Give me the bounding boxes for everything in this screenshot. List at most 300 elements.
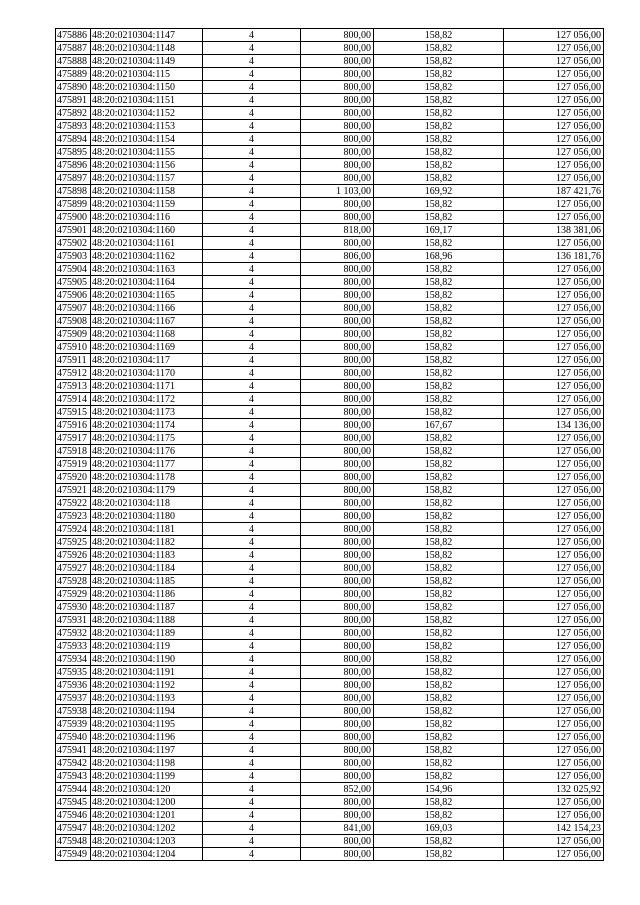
row-number-cell: 475892 — [56, 107, 91, 120]
group-code-cell: 4 — [203, 458, 301, 471]
group-code-cell: 4 — [203, 68, 301, 81]
specific-value-cell: 158,82 — [374, 68, 504, 81]
specific-value-cell: 158,82 — [374, 718, 504, 731]
row-number-cell: 475919 — [56, 458, 91, 471]
cadastral-number-cell: 48:20:0210304:1155 — [91, 146, 203, 159]
cadastral-number-cell: 48:20:0210304:1164 — [91, 276, 203, 289]
group-code-cell: 4 — [203, 822, 301, 835]
cadastral-value-cell: 127 056,00 — [504, 588, 604, 601]
row-number-cell: 475912 — [56, 367, 91, 380]
specific-value-cell: 167,67 — [374, 419, 504, 432]
area-cell: 800,00 — [301, 549, 374, 562]
cadastral-number-cell: 48:20:0210304:1163 — [91, 263, 203, 276]
cadastral-value-cell: 127 056,00 — [504, 55, 604, 68]
row-number-cell: 475945 — [56, 796, 91, 809]
row-number-cell: 475942 — [56, 757, 91, 770]
cadastral-value-cell: 136 181,76 — [504, 250, 604, 263]
specific-value-cell: 158,82 — [374, 705, 504, 718]
specific-value-cell: 158,82 — [374, 367, 504, 380]
area-cell: 800,00 — [301, 367, 374, 380]
table-row — [56, 497, 604, 510]
table-row — [56, 120, 604, 133]
table-row — [56, 835, 604, 848]
area-cell: 806,00 — [301, 250, 374, 263]
cadastral-number-cell: 48:20:0210304:1165 — [91, 289, 203, 302]
table-row — [56, 588, 604, 601]
area-cell: 800,00 — [301, 315, 374, 328]
group-code-cell: 4 — [203, 770, 301, 783]
cadastral-number-cell: 48:20:0210304:1156 — [91, 159, 203, 172]
group-code-cell: 4 — [203, 653, 301, 666]
row-number-cell: 475932 — [56, 627, 91, 640]
table-row — [56, 848, 604, 861]
group-code-cell: 4 — [203, 666, 301, 679]
table-row — [56, 328, 604, 341]
area-cell: 800,00 — [301, 263, 374, 276]
row-number-cell: 475907 — [56, 302, 91, 315]
group-code-cell: 4 — [203, 224, 301, 237]
specific-value-cell: 158,82 — [374, 81, 504, 94]
table-row — [56, 289, 604, 302]
table-row — [56, 276, 604, 289]
cadastral-value-cell: 127 056,00 — [504, 289, 604, 302]
row-number-cell: 475890 — [56, 81, 91, 94]
area-cell: 800,00 — [301, 380, 374, 393]
row-number-cell: 475947 — [56, 822, 91, 835]
specific-value-cell: 158,82 — [374, 354, 504, 367]
table-row — [56, 146, 604, 159]
area-cell: 818,00 — [301, 224, 374, 237]
cadastral-value-cell: 127 056,00 — [504, 458, 604, 471]
table-row — [56, 341, 604, 354]
table-row — [56, 159, 604, 172]
specific-value-cell: 158,82 — [374, 510, 504, 523]
specific-value-cell: 158,82 — [374, 315, 504, 328]
row-number-cell: 475926 — [56, 549, 91, 562]
specific-value-cell: 168,96 — [374, 250, 504, 263]
specific-value-cell: 158,82 — [374, 835, 504, 848]
table-row — [56, 523, 604, 536]
table-row — [56, 627, 604, 640]
row-number-cell: 475914 — [56, 393, 91, 406]
area-cell: 800,00 — [301, 510, 374, 523]
table-row — [56, 601, 604, 614]
table-row — [56, 133, 604, 146]
table-row — [56, 315, 604, 328]
cadastral-number-cell: 48:20:0210304:1160 — [91, 224, 203, 237]
cadastral-value-cell: 127 056,00 — [504, 601, 604, 614]
area-cell: 800,00 — [301, 237, 374, 250]
specific-value-cell: 158,82 — [374, 484, 504, 497]
cadastral-number-cell: 48:20:0210304:1202 — [91, 822, 203, 835]
table-row — [56, 718, 604, 731]
group-code-cell: 4 — [203, 81, 301, 94]
table-row — [56, 562, 604, 575]
specific-value-cell: 158,82 — [374, 536, 504, 549]
group-code-cell: 4 — [203, 549, 301, 562]
cadastral-number-cell: 48:20:0210304:1153 — [91, 120, 203, 133]
group-code-cell: 4 — [203, 757, 301, 770]
table-row — [56, 406, 604, 419]
row-number-cell: 475896 — [56, 159, 91, 172]
row-number-cell: 475894 — [56, 133, 91, 146]
specific-value-cell: 158,82 — [374, 666, 504, 679]
row-number-cell: 475909 — [56, 328, 91, 341]
area-cell: 800,00 — [301, 302, 374, 315]
row-number-cell: 475895 — [56, 146, 91, 159]
table-row — [56, 94, 604, 107]
row-number-cell: 475913 — [56, 380, 91, 393]
cadastral-number-cell: 48:20:0210304:1192 — [91, 679, 203, 692]
cadastral-value-cell: 127 056,00 — [504, 198, 604, 211]
specific-value-cell: 158,82 — [374, 471, 504, 484]
cadastral-value-cell: 138 381,06 — [504, 224, 604, 237]
specific-value-cell: 158,82 — [374, 458, 504, 471]
specific-value-cell: 158,82 — [374, 289, 504, 302]
cadastral-value-cell: 127 056,00 — [504, 68, 604, 81]
cadastral-number-cell: 48:20:0210304:1175 — [91, 432, 203, 445]
group-code-cell: 4 — [203, 445, 301, 458]
cadastral-value-cell: 127 056,00 — [504, 562, 604, 575]
table-row — [56, 354, 604, 367]
row-number-cell: 475949 — [56, 848, 91, 861]
group-code-cell: 4 — [203, 848, 301, 861]
cadastral-value-cell: 127 056,00 — [504, 692, 604, 705]
area-cell: 800,00 — [301, 289, 374, 302]
group-code-cell: 4 — [203, 497, 301, 510]
group-code-cell: 4 — [203, 328, 301, 341]
cadastral-value-cell: 127 056,00 — [504, 328, 604, 341]
row-number-cell: 475899 — [56, 198, 91, 211]
row-number-cell: 475933 — [56, 640, 91, 653]
area-cell: 800,00 — [301, 588, 374, 601]
specific-value-cell: 158,82 — [374, 549, 504, 562]
group-code-cell: 4 — [203, 380, 301, 393]
cadastral-value-cell: 127 056,00 — [504, 315, 604, 328]
cadastral-number-cell: 48:20:0210304:1154 — [91, 133, 203, 146]
cadastral-value-cell: 127 056,00 — [504, 133, 604, 146]
cadastral-number-cell: 48:20:0210304:1198 — [91, 757, 203, 770]
row-number-cell: 475915 — [56, 406, 91, 419]
area-cell: 800,00 — [301, 55, 374, 68]
specific-value-cell: 169,17 — [374, 224, 504, 237]
group-code-cell: 4 — [203, 562, 301, 575]
group-code-cell: 4 — [203, 211, 301, 224]
cadastral-number-cell: 48:20:0210304:1161 — [91, 237, 203, 250]
area-cell: 800,00 — [301, 770, 374, 783]
group-code-cell: 4 — [203, 536, 301, 549]
table-row — [56, 692, 604, 705]
specific-value-cell: 158,82 — [374, 575, 504, 588]
table-row — [56, 666, 604, 679]
cadastral-value-cell: 127 056,00 — [504, 211, 604, 224]
cadastral-value-cell: 127 056,00 — [504, 107, 604, 120]
cadastral-value-cell: 127 056,00 — [504, 367, 604, 380]
area-cell: 800,00 — [301, 81, 374, 94]
group-code-cell: 4 — [203, 432, 301, 445]
group-code-cell: 4 — [203, 172, 301, 185]
group-code-cell: 4 — [203, 614, 301, 627]
cadastral-value-cell: 127 056,00 — [504, 29, 604, 42]
group-code-cell: 4 — [203, 29, 301, 42]
specific-value-cell: 158,82 — [374, 679, 504, 692]
group-code-cell: 4 — [203, 640, 301, 653]
cadastral-number-cell: 48:20:0210304:1166 — [91, 302, 203, 315]
area-cell: 800,00 — [301, 458, 374, 471]
cadastral-value-cell: 127 056,00 — [504, 341, 604, 354]
row-number-cell: 475940 — [56, 731, 91, 744]
cadastral-value-cell: 127 056,00 — [504, 172, 604, 185]
table-row — [56, 445, 604, 458]
row-number-cell: 475917 — [56, 432, 91, 445]
row-number-cell: 475911 — [56, 354, 91, 367]
table-row — [56, 796, 604, 809]
cadastral-number-cell: 48:20:0210304:1182 — [91, 536, 203, 549]
group-code-cell: 4 — [203, 809, 301, 822]
cadastral-value-cell: 127 056,00 — [504, 770, 604, 783]
table-row — [56, 185, 604, 198]
cadastral-number-cell: 48:20:0210304:1191 — [91, 666, 203, 679]
row-number-cell: 475927 — [56, 562, 91, 575]
cadastral-number-cell: 48:20:0210304:1197 — [91, 744, 203, 757]
area-cell: 800,00 — [301, 42, 374, 55]
row-number-cell: 475929 — [56, 588, 91, 601]
area-cell: 800,00 — [301, 159, 374, 172]
cadastral-value-cell: 127 056,00 — [504, 757, 604, 770]
specific-value-cell: 158,82 — [374, 133, 504, 146]
group-code-cell: 4 — [203, 55, 301, 68]
cadastral-value-cell: 127 056,00 — [504, 510, 604, 523]
specific-value-cell: 158,82 — [374, 29, 504, 42]
group-code-cell: 4 — [203, 601, 301, 614]
row-number-cell: 475943 — [56, 770, 91, 783]
area-cell: 800,00 — [301, 640, 374, 653]
cadastral-number-cell: 48:20:0210304:120 — [91, 783, 203, 796]
group-code-cell: 4 — [203, 133, 301, 146]
table-row — [56, 172, 604, 185]
area-cell: 800,00 — [301, 705, 374, 718]
group-code-cell: 4 — [203, 276, 301, 289]
group-code-cell: 4 — [203, 783, 301, 796]
table-row — [56, 42, 604, 55]
cadastral-value-cell: 127 056,00 — [504, 523, 604, 536]
row-number-cell: 475904 — [56, 263, 91, 276]
table-row — [56, 549, 604, 562]
area-cell: 800,00 — [301, 68, 374, 81]
table-row — [56, 614, 604, 627]
specific-value-cell: 154,96 — [374, 783, 504, 796]
table-row — [56, 809, 604, 822]
area-cell: 800,00 — [301, 562, 374, 575]
row-number-cell: 475897 — [56, 172, 91, 185]
cadastral-number-cell: 48:20:0210304:1170 — [91, 367, 203, 380]
table-row — [56, 211, 604, 224]
cadastral-number-cell: 48:20:0210304:1179 — [91, 484, 203, 497]
specific-value-cell: 158,82 — [374, 42, 504, 55]
group-code-cell: 4 — [203, 315, 301, 328]
row-number-cell: 475941 — [56, 744, 91, 757]
area-cell: 800,00 — [301, 107, 374, 120]
row-number-cell: 475925 — [56, 536, 91, 549]
specific-value-cell: 158,82 — [374, 211, 504, 224]
table-row — [56, 822, 604, 835]
cadastral-number-cell: 48:20:0210304:1185 — [91, 575, 203, 588]
cadastral-value-cell: 127 056,00 — [504, 445, 604, 458]
cadastral-value-cell: 127 056,00 — [504, 705, 604, 718]
area-cell: 800,00 — [301, 653, 374, 666]
table-row — [56, 224, 604, 237]
cadastral-value-cell: 127 056,00 — [504, 159, 604, 172]
cadastral-number-cell: 48:20:0210304:1204 — [91, 848, 203, 861]
cadastral-value-cell: 127 056,00 — [504, 302, 604, 315]
cadastral-number-cell: 48:20:0210304:118 — [91, 497, 203, 510]
table-row — [56, 731, 604, 744]
row-number-cell: 475886 — [56, 29, 91, 42]
cadastral-value-cell: 127 056,00 — [504, 640, 604, 653]
row-number-cell: 475931 — [56, 614, 91, 627]
specific-value-cell: 158,82 — [374, 198, 504, 211]
specific-value-cell: 158,82 — [374, 445, 504, 458]
area-cell: 800,00 — [301, 94, 374, 107]
specific-value-cell: 158,82 — [374, 627, 504, 640]
cadastral-value-cell: 127 056,00 — [504, 81, 604, 94]
group-code-cell: 4 — [203, 341, 301, 354]
group-code-cell: 4 — [203, 679, 301, 692]
area-cell: 800,00 — [301, 731, 374, 744]
cadastral-number-cell: 48:20:0210304:1158 — [91, 185, 203, 198]
area-cell: 800,00 — [301, 393, 374, 406]
row-number-cell: 475889 — [56, 68, 91, 81]
area-cell: 1 103,00 — [301, 185, 374, 198]
group-code-cell: 4 — [203, 419, 301, 432]
area-cell: 800,00 — [301, 354, 374, 367]
group-code-cell: 4 — [203, 146, 301, 159]
cadastral-number-cell: 48:20:0210304:1193 — [91, 692, 203, 705]
specific-value-cell: 169,03 — [374, 822, 504, 835]
area-cell: 800,00 — [301, 211, 374, 224]
row-number-cell: 475924 — [56, 523, 91, 536]
row-number-cell: 475901 — [56, 224, 91, 237]
specific-value-cell: 158,82 — [374, 809, 504, 822]
area-cell: 800,00 — [301, 692, 374, 705]
area-cell: 800,00 — [301, 406, 374, 419]
table-row — [56, 419, 604, 432]
table-row — [56, 783, 604, 796]
specific-value-cell: 158,82 — [374, 757, 504, 770]
cadastral-number-cell: 48:20:0210304:1169 — [91, 341, 203, 354]
area-cell: 800,00 — [301, 29, 374, 42]
row-number-cell: 475910 — [56, 341, 91, 354]
cadastral-value-cell: 127 056,00 — [504, 42, 604, 55]
row-number-cell: 475898 — [56, 185, 91, 198]
cadastral-value-cell: 127 056,00 — [504, 653, 604, 666]
specific-value-cell: 158,82 — [374, 276, 504, 289]
row-number-cell: 475923 — [56, 510, 91, 523]
table-row — [56, 575, 604, 588]
table-row — [56, 510, 604, 523]
table-row — [56, 484, 604, 497]
row-number-cell: 475891 — [56, 94, 91, 107]
cadastral-value-cell: 127 056,00 — [504, 848, 604, 861]
specific-value-cell: 158,82 — [374, 328, 504, 341]
table-row — [56, 653, 604, 666]
table-row — [56, 471, 604, 484]
cadastral-value-cell: 127 056,00 — [504, 497, 604, 510]
group-code-cell: 4 — [203, 250, 301, 263]
table-row — [56, 679, 604, 692]
group-code-cell: 4 — [203, 107, 301, 120]
cadastral-number-cell: 48:20:0210304:1200 — [91, 796, 203, 809]
cadastral-number-cell: 48:20:0210304:1187 — [91, 601, 203, 614]
area-cell: 800,00 — [301, 445, 374, 458]
group-code-cell: 4 — [203, 185, 301, 198]
row-number-cell: 475939 — [56, 718, 91, 731]
specific-value-cell: 158,82 — [374, 562, 504, 575]
row-number-cell: 475905 — [56, 276, 91, 289]
area-cell: 800,00 — [301, 523, 374, 536]
group-code-cell: 4 — [203, 367, 301, 380]
row-number-cell: 475908 — [56, 315, 91, 328]
group-code-cell: 4 — [203, 471, 301, 484]
specific-value-cell: 158,82 — [374, 380, 504, 393]
row-number-cell: 475930 — [56, 601, 91, 614]
cadastral-value-cell: 127 056,00 — [504, 575, 604, 588]
specific-value-cell: 158,82 — [374, 796, 504, 809]
cadastral-value-cell: 187 421,76 — [504, 185, 604, 198]
row-number-cell: 475903 — [56, 250, 91, 263]
group-code-cell: 4 — [203, 237, 301, 250]
area-cell: 800,00 — [301, 419, 374, 432]
specific-value-cell: 158,82 — [374, 614, 504, 627]
specific-value-cell: 158,82 — [374, 770, 504, 783]
group-code-cell: 4 — [203, 354, 301, 367]
cadastral-value-cell: 127 056,00 — [504, 432, 604, 445]
group-code-cell: 4 — [203, 159, 301, 172]
cadastral-number-cell: 48:20:0210304:1186 — [91, 588, 203, 601]
cadastral-number-cell: 48:20:0210304:1168 — [91, 328, 203, 341]
group-code-cell: 4 — [203, 523, 301, 536]
group-code-cell: 4 — [203, 731, 301, 744]
cadastral-number-cell: 48:20:0210304:1194 — [91, 705, 203, 718]
table-row — [56, 250, 604, 263]
area-cell: 800,00 — [301, 198, 374, 211]
table-row — [56, 81, 604, 94]
group-code-cell: 4 — [203, 510, 301, 523]
area-cell: 800,00 — [301, 146, 374, 159]
group-code-cell: 4 — [203, 263, 301, 276]
group-code-cell: 4 — [203, 289, 301, 302]
cadastral-value-cell: 127 056,00 — [504, 744, 604, 757]
area-cell: 800,00 — [301, 172, 374, 185]
group-code-cell: 4 — [203, 484, 301, 497]
area-cell: 800,00 — [301, 341, 374, 354]
specific-value-cell: 158,82 — [374, 601, 504, 614]
area-cell: 800,00 — [301, 328, 374, 341]
group-code-cell: 4 — [203, 705, 301, 718]
table-row — [56, 705, 604, 718]
specific-value-cell: 158,82 — [374, 159, 504, 172]
table-row — [56, 393, 604, 406]
area-cell: 800,00 — [301, 809, 374, 822]
cadastral-value-cell: 127 056,00 — [504, 263, 604, 276]
cadastral-value-cell: 127 056,00 — [504, 627, 604, 640]
area-cell: 800,00 — [301, 471, 374, 484]
cadastral-number-cell: 48:20:0210304:115 — [91, 68, 203, 81]
cadastral-value-cell: 134 136,00 — [504, 419, 604, 432]
row-number-cell: 475916 — [56, 419, 91, 432]
row-number-cell: 475920 — [56, 471, 91, 484]
area-cell: 800,00 — [301, 601, 374, 614]
